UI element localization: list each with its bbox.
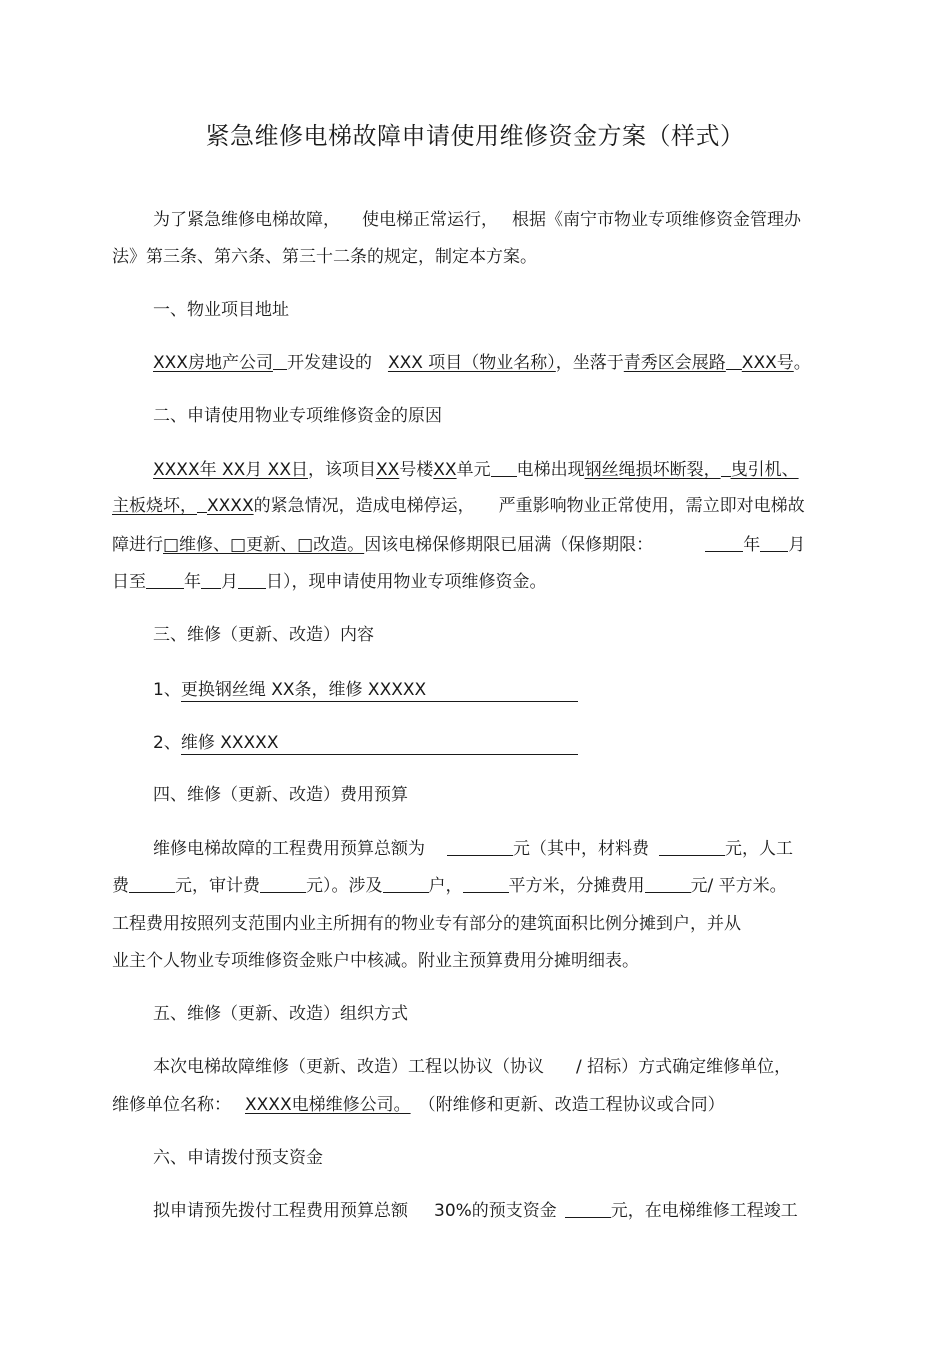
advance-percent: 30% — [434, 1201, 472, 1221]
text: （附维修和更新、改造工程协议或合同） — [418, 1095, 725, 1115]
budget-line-3: 工程费用按照列支范围内业主所拥有的物业专有部分的建筑面积比例分摊到户，并从 — [112, 914, 741, 934]
text: 障进行 — [112, 535, 163, 555]
address-number: XXX号 — [741, 353, 794, 373]
item-text: 更换钢丝绳 XX条，维修 XXXXX — [181, 679, 578, 702]
text: 元）。涉及 — [306, 876, 383, 896]
text: 月 — [221, 572, 238, 592]
text: ，坐落于 — [555, 353, 624, 373]
text: 维修单位名称： — [112, 1095, 231, 1115]
text: 元/ 平方米。 — [690, 876, 787, 896]
intro-text: 为了紧急维修电梯故障， — [153, 210, 340, 230]
text: 的预支资金 — [471, 1201, 557, 1221]
advance-line-1 — [153, 1200, 798, 1222]
text: ，该项目 — [307, 460, 376, 480]
text: 。 — [793, 353, 811, 373]
work-type-options: □维修、□更新、□改造。 — [163, 535, 365, 555]
building-number: XX — [375, 460, 400, 480]
budget-line-4: 业主个人物业专项维修资金账户中核减。附业主预算费用分摊明细表。 — [112, 951, 639, 971]
fault-description: 钢丝绳损坏断裂， — [584, 460, 721, 480]
text: 电梯出现 — [516, 460, 585, 480]
address-road: 青秀区会展路 — [623, 353, 726, 373]
text: 年 — [743, 535, 761, 555]
text: 开发建设的 — [286, 353, 372, 373]
work-item-2 — [153, 732, 578, 755]
intro-line-2: 法》第三条、第六条、第三十二条的规定，制定本方案。 — [112, 247, 537, 267]
text: 本次电梯故障维修（更新、改造）工程以协议（协议 — [153, 1057, 544, 1077]
project-name: XXX 项目（物业名称） — [387, 353, 556, 373]
reason-line-4 — [112, 571, 547, 593]
intro-text: 根据《南宁市物业专项维修资金管理办 — [512, 210, 801, 230]
budget-line-1 — [153, 838, 793, 860]
reason-line-2 — [112, 495, 805, 517]
repair-company-name: XXXX电梯维修公司。 — [245, 1095, 411, 1115]
section-heading-6: 六、申请拨付预支资金 — [153, 1148, 323, 1168]
work-item-1 — [153, 679, 578, 702]
item-number: 2、 — [153, 733, 181, 753]
text: 年 — [184, 572, 201, 592]
text: 元（其中，材料费 — [513, 839, 649, 859]
text: 号楼 — [399, 460, 434, 480]
intro-text: 使电梯正常运行， — [362, 210, 498, 230]
text: 严重影响物业正常使用，需立即对电梯故 — [498, 496, 805, 516]
developer-name: XXX房地产公司 — [153, 353, 273, 373]
text: 费 — [112, 876, 129, 896]
item-number: 1、 — [153, 680, 181, 700]
section-heading-2: 二、申请使用物业专项维修资金的原因 — [153, 406, 442, 426]
text: 的紧急情况，造成电梯停运， — [253, 496, 475, 516]
fault-description: 曳引机、 — [730, 460, 799, 480]
text: 分摊费用 — [576, 876, 645, 896]
section-heading-5: 五、维修（更新、改造）组织方式 — [153, 1004, 408, 1024]
text: 月 — [788, 535, 806, 555]
section-heading-3: 三、维修（更新、改造）内容 — [153, 625, 374, 645]
text: 户， — [428, 876, 463, 896]
section-heading-4: 四、维修（更新、改造）费用预算 — [153, 785, 408, 805]
text: 日），现申请使用物业专项维修资金。 — [266, 572, 547, 592]
reason-line-3 — [112, 534, 805, 556]
reason-line-1 — [153, 459, 799, 481]
fault-description: XXXX — [207, 496, 254, 516]
incident-date: XXXX年 XX月 XX日 — [153, 460, 308, 480]
budget-line-2 — [112, 875, 787, 897]
text: 因该电梯保修期限已届满（保修期限： — [364, 535, 654, 555]
fault-description: 主板烧坏， — [112, 496, 197, 516]
unit-number: XX — [433, 460, 457, 480]
text: 元，人工 — [725, 839, 793, 859]
project-address-line — [153, 352, 811, 374]
section-heading-1: 一、物业项目地址 — [153, 300, 289, 320]
organization-line-2 — [112, 1094, 725, 1116]
text: / 招标）方式确定维修单位， — [576, 1057, 792, 1077]
text: 平方米， — [508, 876, 577, 896]
text: 维修电梯故障的工程费用预算总额为 — [153, 839, 425, 859]
text: 单元 — [456, 460, 491, 480]
organization-line-1 — [153, 1056, 791, 1078]
intro-line-1 — [153, 209, 801, 231]
item-text: 维修 XXXXX — [181, 732, 578, 755]
text: 拟申请预先拨付工程费用预算总额 — [153, 1201, 408, 1221]
text: 日至 — [112, 572, 146, 592]
text: 元，审计费 — [175, 876, 260, 896]
document-title: 紧急维修电梯故障申请使用维修资金方案（样式） — [205, 122, 745, 150]
text: 元，在电梯维修工程竣工 — [610, 1201, 798, 1221]
